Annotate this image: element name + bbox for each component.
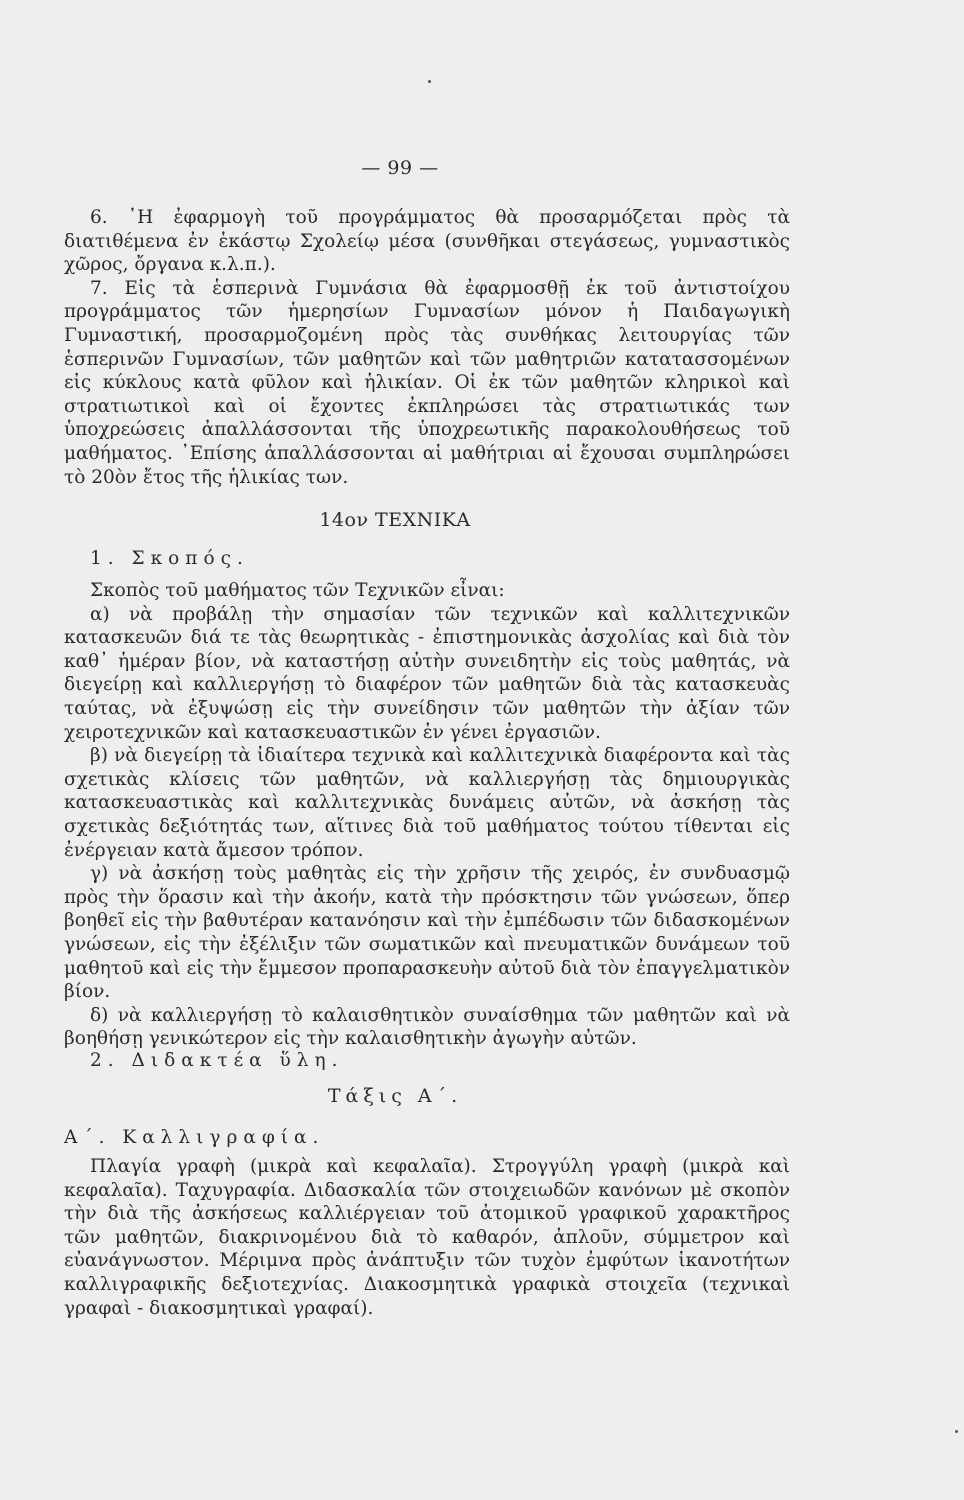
purpose-item-c: γ) νὰ ἀσκήσῃ τοὺς μαθητὰς εἰς τὴν χρῆσιν τῆς χειρός, ἐν συνδυασμῷ πρὸς τὴν ὅρασιν καὶ τὴν ἀκοήν, κατὰ τὴν πρόσκτησιν τῶν γνώσεων, ὅπερ βοηθεῖ εἰς τὴν βαθυτέραν κατανόησιν καὶ τὴν ἐμπέδωσιν τῶν διδασκομένων γνώσεων, εἰς τὴν ἐξέλιξιν τῶν σωματικῶν καὶ πνευματικῶν δυνάμεων τοῦ μαθητοῦ καὶ εἰς τὴν ἔμμεσον προπαρασκευὴν αὐτοῦ διὰ τὸν ἐπαγγελματικὸν βίον.	[64, 863, 790, 1003]
purpose-item-b: β) νὰ διεγείρῃ τὰ ἰδιαίτερα τεχνικὰ καὶ καλλιτεχνικὰ διαφέροντα καὶ τὰς σχετικὰς κλίσεις τῶν μαθητῶν, νὰ καλλιεργήσῃ τὰς δημιουργικὰς κατασκευαστικὰς καὶ καλλιτεχνικὰς δυνάμεις αὐτῶν, νὰ ἀσκήσῃ τὰς σχετικὰς δεξιότητάς των, αἵτινες διὰ τοῦ μαθήματος τούτου τίθενται εἰς ἐνέργειαν κατὰ ἄμεσον τρόπον.	[64, 745, 790, 861]
paper-speck	[428, 80, 431, 83]
paper-speck	[955, 1430, 958, 1433]
paragraph-6: 6. ῾Η ἐφαρμογὴ τοῦ προγράμματος θὰ προσαρμόζεται πρὸς τὰ διατιθέμενα ἐν ἑκάστῳ Σχολείῳ μέσα (συνθῆκαι στεγάσεως, γυμναστικὸς χῶρος, ὄργανα κ.λ.π.).	[64, 207, 790, 276]
paragraph-7: 7. Εἰς τὰ ἑσπερινὰ Γυμνάσια θὰ ἐφαρμοσθῇ ἐκ τοῦ ἀντιστοίχου προγράμματος τῶν ἡμερησίων Γυμνασίων μόνον ἡ Παιδαγωγικὴ Γυμναστική, προσαρμοζομένη πρὸς τὰς συνθήκας λειτουργίας τῶν ἑσπερινῶν Γυμνασίων, τῶν μαθητῶν καὶ τῶν μαθητριῶν κατατασσομένων εἰς κύκλους κατὰ φῦλον καὶ ἡλικίαν. Οἱ ἐκ τῶν μαθητῶν κληρικοὶ καὶ στρατιωτικοὶ καὶ οἱ ἔχοντες ἐκπληρώσει τὰς στρατιωτικάς των ὑποχρεώσεις ἀπαλλάσσονται τῆς ὑποχρεωτικῆς παρακολουθήσεως τοῦ μαθήματος. ᾿Επίσης ἀπαλλάσσονται αἱ μαθήτριαι αἱ ἔχουσαι συμπληρώσει τὸ 20ὸν ἔτος τῆς ἡλικίας των.	[64, 277, 790, 488]
purpose-item-d: δ) νὰ καλλιεργήσῃ τὸ καλαισθητικὸν συναίσθημα τῶν μαθητῶν καὶ νὰ βοηθήσῃ γενικώτερον εἰς τὴν καλαισθητικὴν ἀγωγὴν αὐτῶν.	[64, 1004, 790, 1050]
purpose-paragraphs	[64, 579, 790, 1051]
section-heading-purpose: 1. Σκοπός.	[90, 548, 249, 569]
section-heading-syllabus: 2. Διδακτέα ὕλη.	[90, 1050, 344, 1071]
purpose-item-a: α) νὰ προβάλῃ τὴν σημασίαν τῶν τεχνικῶν καὶ καλλιτεχνικῶν κατασκευῶν διά τε τὰς θεωρητικὰς - ἐπιστημονικὰς ἀσχολίας καὶ διὰ τὸν καθ᾿ ἡμέραν βίον, νὰ καταστήσῃ αὐτὴν συνειδητὴν εἰς τοὺς μαθητάς, νὰ διεγείρῃ καὶ καλλιεργήσῃ τὸ διαφέρον τῶν μαθητῶν διὰ τὰς κατασκευὰς ταύτας, νὰ ἐξυψώσῃ εἰς τὴν συνείδησιν τῶν μαθητῶν τὴν ἀξίαν τῶν χειροτεχνικῶν καὶ κατασκευαστικῶν ἐν γένει ἐργασιῶν.	[64, 603, 790, 743]
subsection-heading-calligraphy: Α΄. Καλλιγραφία.	[64, 1127, 325, 1148]
purpose-intro: Σκοπὸς τοῦ μαθήματος τῶν Τεχνικῶν εἶναι:	[90, 580, 505, 601]
chapter-title: 14ον ΤΕΧΝΙΚΑ	[319, 509, 471, 531]
intro-paragraphs	[64, 206, 790, 489]
calligraphy-paragraphs	[64, 1155, 790, 1320]
class-heading: Τάξις Α΄.	[327, 1085, 463, 1107]
page-number: — 99 —	[361, 157, 439, 179]
calligraphy-paragraph: Πλαγία γραφὴ (μικρὰ καὶ κεφαλαῖα). Στρογγύλη γραφὴ (μικρὰ καὶ κεφαλαῖα). Ταχυγραφία. Διδασκαλία τῶν στοιχειωδῶν κανόνων μὲ σκοπὸν τὴν διὰ τῆς ἀσκήσεως καλλιέργειαν τοῦ ἀτομικοῦ γραφικοῦ χαρακτῆρος τῶν μαθητῶν, διακρινομένου διὰ τὸ καθαρόν, ἁπλοῦν, σύμμετρον καὶ εὐανάγνωστον. Μέριμνα πρὸς ἀνάπτυξιν τῶν τυχὸν ἐμφύτων ἱκανοτήτων καλλιγραφικῆς δεξιοτεχνίας. Διακοσμητικὰ γραφικὰ στοιχεῖα (τεχνικαὶ γραφαὶ - διακοσμητικαὶ γραφαί).	[64, 1156, 790, 1319]
